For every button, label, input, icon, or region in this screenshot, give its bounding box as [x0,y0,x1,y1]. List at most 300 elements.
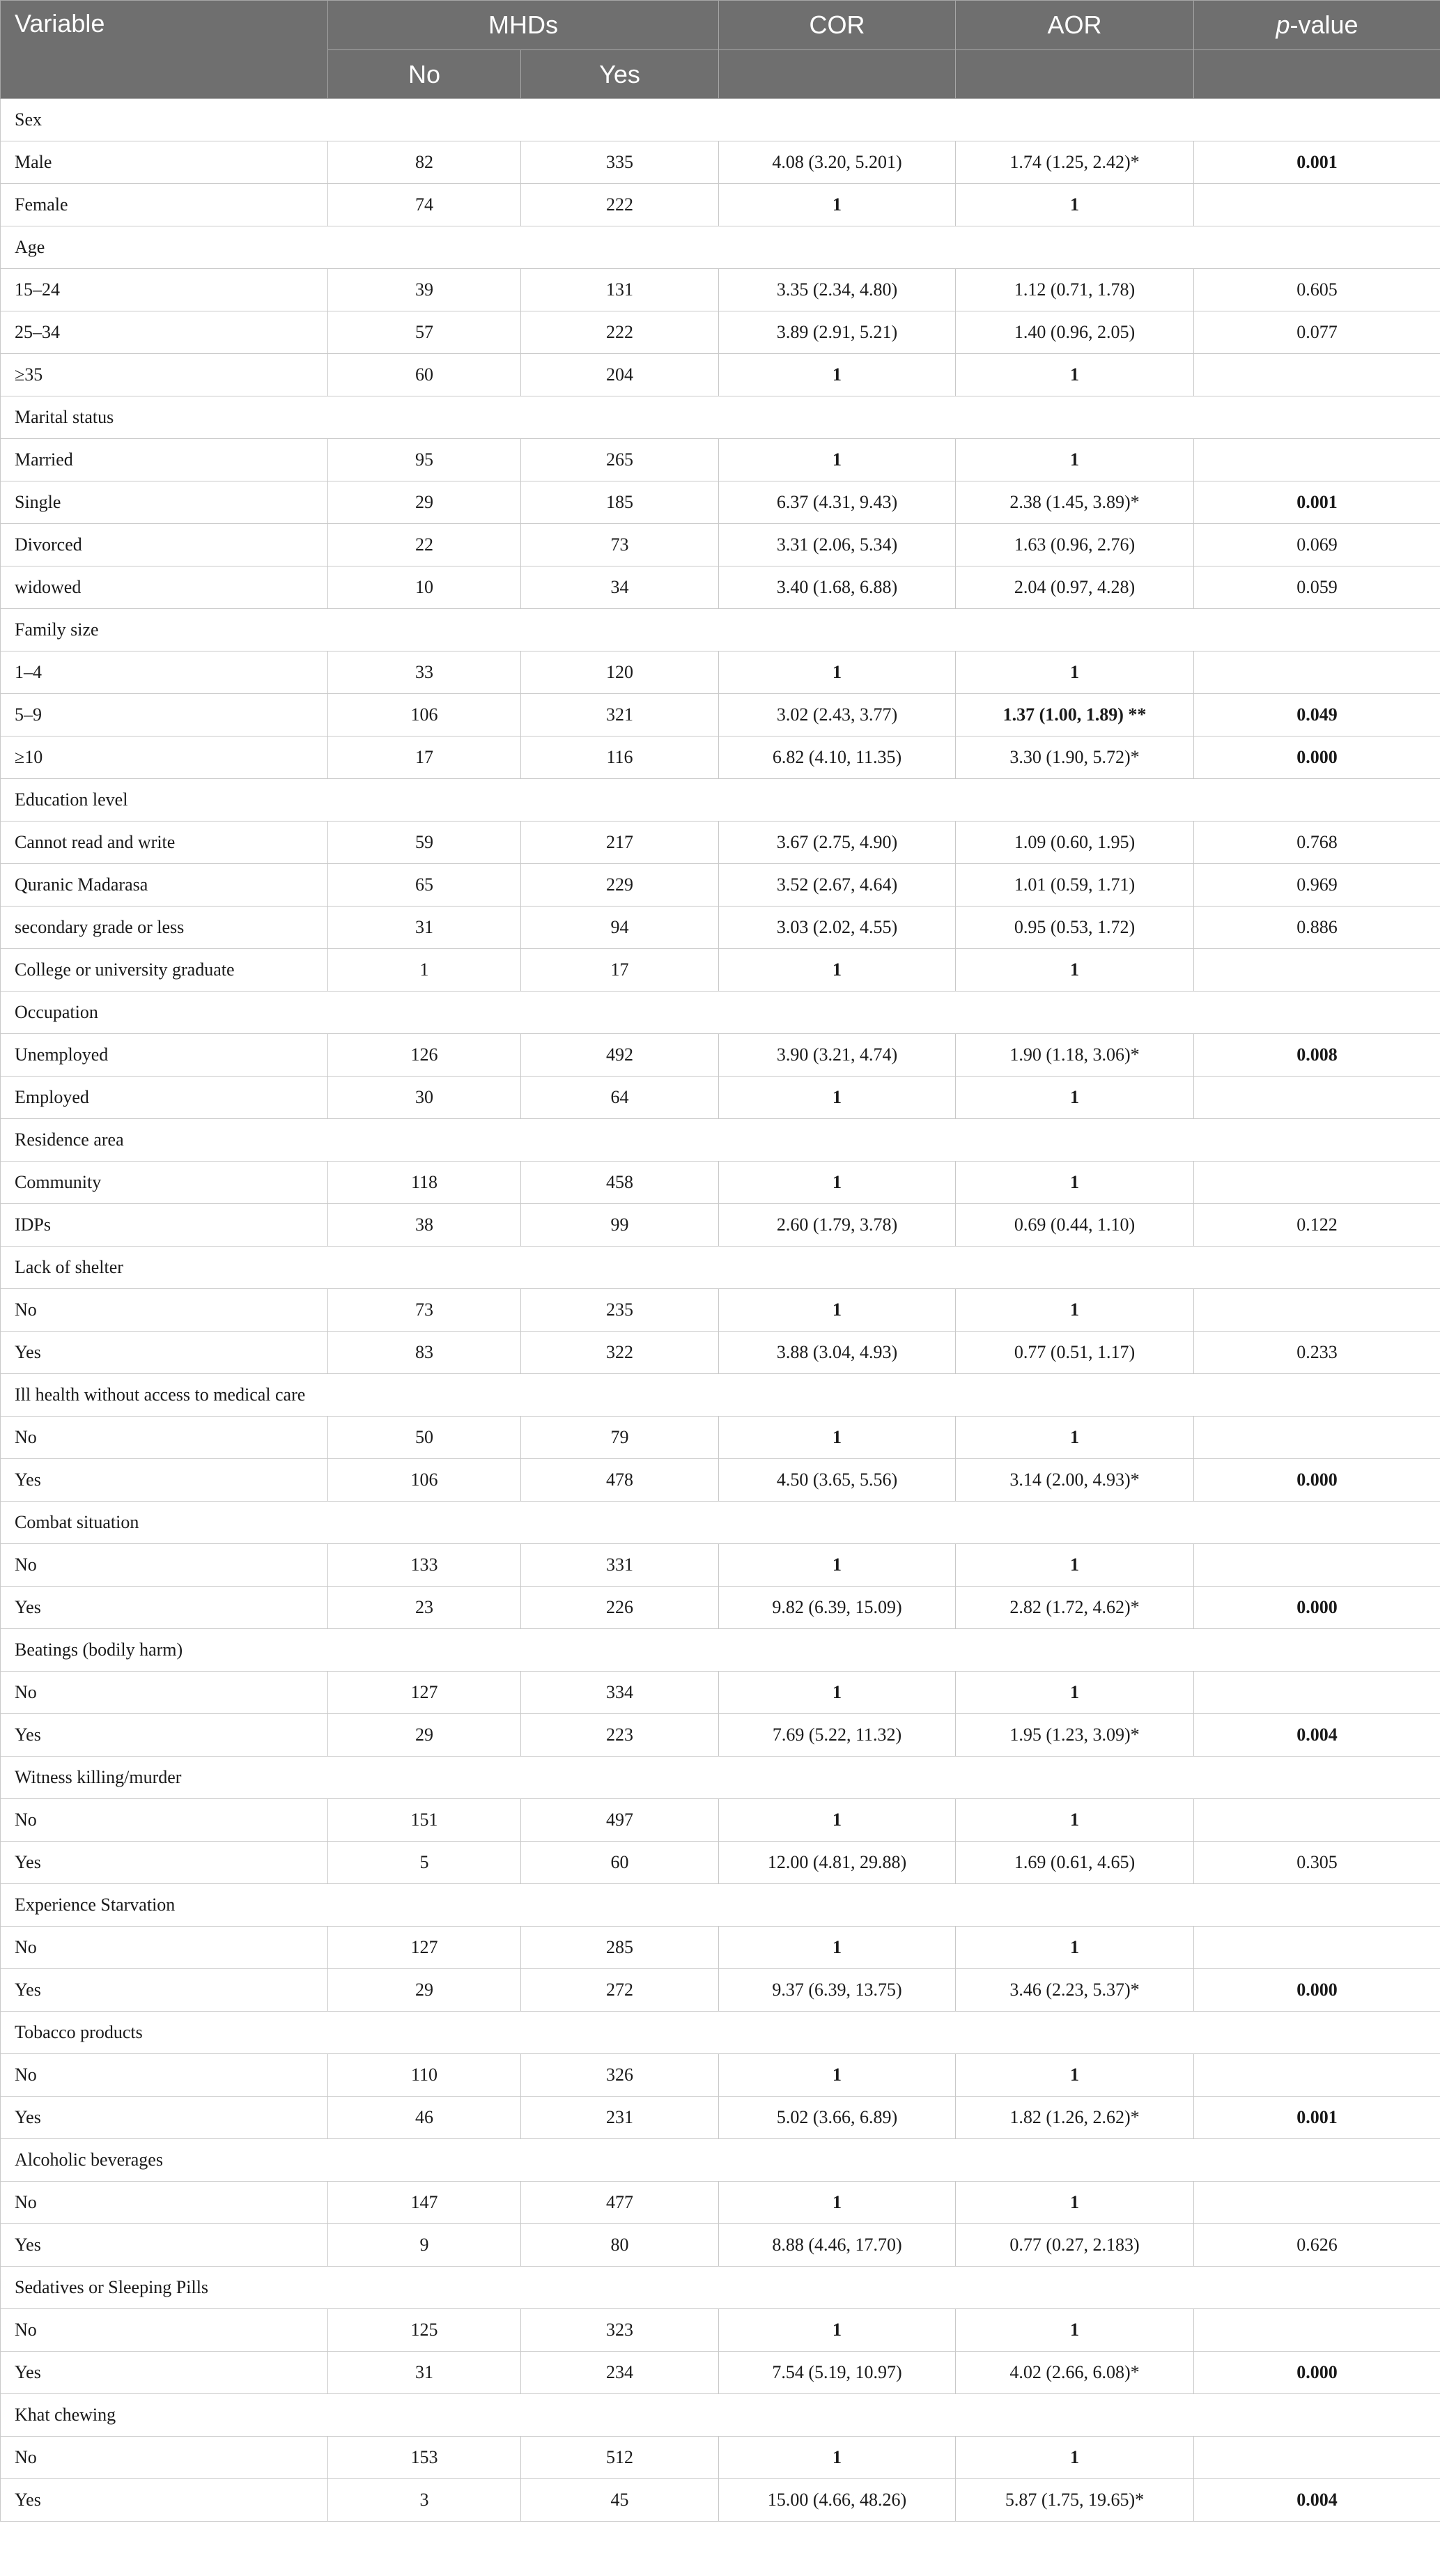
cell-no-count: 106 [328,694,521,736]
cell-cor: 1 [719,2309,956,2352]
header-no: No [328,50,521,99]
cell-p-value [1194,184,1440,226]
row-label: Divorced [1,524,328,566]
row-label: 5–9 [1,694,328,736]
cell-no-count: 31 [328,2352,521,2394]
cell-no-count: 29 [328,1969,521,2012]
section-label: Ill health without access to medical care [1,1374,1440,1417]
row-label: Unemployed [1,1034,328,1077]
cell-no-count: 29 [328,481,521,524]
cell-p-value: 0.886 [1194,907,1440,949]
header-mhds: MHDs [328,1,719,50]
cell-no-count: 82 [328,141,521,184]
cell-yes-count: 234 [521,2352,719,2394]
table-row [1,1459,1440,1502]
cell-aor: 2.04 (0.97, 4.28) [956,566,1194,609]
cell-no-count: 30 [328,1077,521,1119]
table-row [1,1714,1440,1757]
cell-p-value: 0.077 [1194,311,1440,354]
cell-p-value: 0.001 [1194,481,1440,524]
cell-p-value: 0.000 [1194,1459,1440,1502]
table-row [1,1417,1440,1459]
header-aor: AOR [956,1,1194,50]
table-row [1,354,1440,396]
cell-aor: 1 [956,1162,1194,1204]
cell-yes-count: 222 [521,184,719,226]
section-row [1,1884,1440,1927]
cell-no-count: 39 [328,269,521,311]
cell-aor: 1 [956,184,1194,226]
cell-no-count: 133 [328,1544,521,1587]
header-cor: COR [719,1,956,50]
row-label: 25–34 [1,311,328,354]
cell-p-value: 0.122 [1194,1204,1440,1247]
cell-yes-count: 229 [521,864,719,907]
table-row [1,1969,1440,2012]
row-label: widowed [1,566,328,609]
table-row [1,2182,1440,2224]
cell-aor: 1.63 (0.96, 2.76) [956,524,1194,566]
cell-no-count: 106 [328,1459,521,1502]
cell-no-count: 50 [328,1417,521,1459]
cell-aor: 1.74 (1.25, 2.42)* [956,141,1194,184]
cell-yes-count: 34 [521,566,719,609]
table-row [1,651,1440,694]
row-label: No [1,1672,328,1714]
cell-aor: 1 [956,439,1194,481]
section-row [1,226,1440,269]
table-row [1,481,1440,524]
row-label: Yes [1,2352,328,2394]
section-label: Tobacco products [1,2012,1440,2054]
cell-aor: 1 [956,1417,1194,1459]
section-row [1,1757,1440,1799]
table-row [1,907,1440,949]
cell-yes-count: 120 [521,651,719,694]
cell-cor: 1 [719,439,956,481]
cell-p-value [1194,1417,1440,1459]
cell-no-count: 22 [328,524,521,566]
cell-aor: 1 [956,2437,1194,2479]
cell-aor: 1 [956,2182,1194,2224]
cell-yes-count: 222 [521,311,719,354]
cell-cor: 1 [719,1799,956,1842]
cell-p-value: 0.605 [1194,269,1440,311]
row-label: Yes [1,2224,328,2267]
table-row [1,439,1440,481]
cell-cor: 6.82 (4.10, 11.35) [719,736,956,779]
cell-yes-count: 272 [521,1969,719,2012]
table-row [1,2437,1440,2479]
row-label: No [1,2054,328,2097]
cell-yes-count: 322 [521,1332,719,1374]
cell-p-value [1194,1544,1440,1587]
cell-yes-count: 326 [521,2054,719,2097]
cell-yes-count: 60 [521,1842,719,1884]
row-label: No [1,2309,328,2352]
cell-p-value: 0.069 [1194,524,1440,566]
cell-cor: 6.37 (4.31, 9.43) [719,481,956,524]
table-row [1,141,1440,184]
row-label: Yes [1,1587,328,1629]
table-row [1,736,1440,779]
cell-p-value [1194,1799,1440,1842]
cell-cor: 2.60 (1.79, 3.78) [719,1204,956,1247]
cell-p-value: 0.305 [1194,1842,1440,1884]
row-label: 1–4 [1,651,328,694]
cell-no-count: 95 [328,439,521,481]
cell-p-value [1194,1077,1440,1119]
cell-p-value [1194,949,1440,992]
row-label: No [1,1544,328,1587]
cell-no-count: 23 [328,1587,521,1629]
cell-p-value: 0.004 [1194,2479,1440,2522]
cell-aor: 0.95 (0.53, 1.72) [956,907,1194,949]
cell-cor: 1 [719,1672,956,1714]
section-row [1,779,1440,822]
section-row [1,1119,1440,1162]
table-row [1,2097,1440,2139]
table-body [1,99,1440,2522]
cell-aor: 1 [956,1799,1194,1842]
cell-no-count: 65 [328,864,521,907]
header-aor-blank [956,50,1194,99]
cell-cor: 3.03 (2.02, 4.55) [719,907,956,949]
cell-no-count: 74 [328,184,521,226]
cell-no-count: 126 [328,1034,521,1077]
section-label: Combat situation [1,1502,1440,1544]
cell-aor: 2.82 (1.72, 4.62)* [956,1587,1194,1629]
table-row [1,1927,1440,1969]
cell-p-value: 0.000 [1194,736,1440,779]
cell-p-value [1194,354,1440,396]
section-row [1,1374,1440,1417]
section-label: Beatings (bodily harm) [1,1629,1440,1672]
cell-no-count: 33 [328,651,521,694]
cell-aor: 3.46 (2.23, 5.37)* [956,1969,1194,2012]
cell-aor: 1.69 (0.61, 4.65) [956,1842,1194,1884]
cell-p-value: 0.008 [1194,1034,1440,1077]
cell-cor: 1 [719,2437,956,2479]
table-row [1,1077,1440,1119]
cell-cor: 1 [719,354,956,396]
cell-cor: 3.88 (3.04, 4.93) [719,1332,956,1374]
cell-yes-count: 477 [521,2182,719,2224]
cell-p-value: 0.626 [1194,2224,1440,2267]
cell-aor: 1 [956,1289,1194,1332]
cell-cor: 1 [719,1289,956,1332]
cell-p-value [1194,1672,1440,1714]
cell-aor: 1.95 (1.23, 3.09)* [956,1714,1194,1757]
cell-no-count: 127 [328,1672,521,1714]
header-p-rest: -value [1290,10,1358,39]
cell-yes-count: 217 [521,822,719,864]
cell-p-value: 0.001 [1194,2097,1440,2139]
row-label: Yes [1,1332,328,1374]
cell-yes-count: 17 [521,949,719,992]
cell-yes-count: 116 [521,736,719,779]
cell-aor: 2.38 (1.45, 3.89)* [956,481,1194,524]
cell-aor: 1 [956,1672,1194,1714]
section-label: Age [1,226,1440,269]
cell-aor: 0.77 (0.27, 2.183) [956,2224,1194,2267]
cell-cor: 3.89 (2.91, 5.21) [719,311,956,354]
cell-yes-count: 335 [521,141,719,184]
table-row [1,269,1440,311]
table-row [1,1587,1440,1629]
table-row [1,2054,1440,2097]
row-label: No [1,1289,328,1332]
cell-yes-count: 223 [521,1714,719,1757]
cell-no-count: 10 [328,566,521,609]
section-label: Witness killing/murder [1,1757,1440,1799]
cell-yes-count: 204 [521,354,719,396]
row-label: Yes [1,1969,328,2012]
section-label: Education level [1,779,1440,822]
cell-yes-count: 331 [521,1544,719,1587]
cell-cor: 15.00 (4.66, 48.26) [719,2479,956,2522]
row-label: Cannot read and write [1,822,328,864]
header-p-value [1194,1,1440,50]
cell-aor: 1.90 (1.18, 3.06)* [956,1034,1194,1077]
cell-cor: 9.82 (6.39, 15.09) [719,1587,956,1629]
cell-p-value: 0.001 [1194,141,1440,184]
row-label: No [1,1799,328,1842]
table-row [1,1332,1440,1374]
section-label: Sedatives or Sleeping Pills [1,2267,1440,2309]
cell-cor: 7.69 (5.22, 11.32) [719,1714,956,1757]
cell-cor: 8.88 (4.46, 17.70) [719,2224,956,2267]
table-row [1,2479,1440,2522]
row-label: Yes [1,1714,328,1757]
row-label: Employed [1,1077,328,1119]
table-row [1,1799,1440,1842]
section-label: Family size [1,609,1440,651]
cell-cor: 3.31 (2.06, 5.34) [719,524,956,566]
table-row [1,1034,1440,1077]
cell-yes-count: 492 [521,1034,719,1077]
section-row [1,2139,1440,2182]
section-row [1,396,1440,439]
header-p-italic: p [1276,10,1290,39]
cell-cor: 1 [719,1162,956,1204]
section-label: Experience Starvation [1,1884,1440,1927]
table-row [1,822,1440,864]
row-label: Married [1,439,328,481]
row-label: secondary grade or less [1,907,328,949]
cell-yes-count: 235 [521,1289,719,1332]
cell-cor: 3.02 (2.43, 3.77) [719,694,956,736]
cell-yes-count: 497 [521,1799,719,1842]
table-header [1,1,1440,99]
row-label: IDPs [1,1204,328,1247]
cell-no-count: 110 [328,2054,521,2097]
cell-yes-count: 512 [521,2437,719,2479]
cell-yes-count: 265 [521,439,719,481]
table-row [1,1672,1440,1714]
cell-cor: 1 [719,184,956,226]
cell-aor: 0.69 (0.44, 1.10) [956,1204,1194,1247]
cell-no-count: 118 [328,1162,521,1204]
cell-p-value [1194,2309,1440,2352]
cell-p-value [1194,651,1440,694]
cell-yes-count: 478 [521,1459,719,1502]
cell-p-value [1194,2437,1440,2479]
table-row [1,694,1440,736]
header-cor-blank [719,50,956,99]
cell-yes-count: 73 [521,524,719,566]
section-row [1,2012,1440,2054]
table-row [1,2224,1440,2267]
table-row [1,2309,1440,2352]
cell-aor: 3.30 (1.90, 5.72)* [956,736,1194,779]
cell-aor: 1 [956,2054,1194,2097]
row-label: Male [1,141,328,184]
row-label: Single [1,481,328,524]
header-yes: Yes [521,50,719,99]
cell-no-count: 29 [328,1714,521,1757]
table-row [1,566,1440,609]
table-row [1,949,1440,992]
table-row [1,1289,1440,1332]
row-label: Yes [1,1459,328,1502]
section-row [1,2267,1440,2309]
cell-aor: 1 [956,1077,1194,1119]
cell-p-value: 0.059 [1194,566,1440,609]
cell-p-value: 0.233 [1194,1332,1440,1374]
cell-cor: 3.90 (3.21, 4.74) [719,1034,956,1077]
section-label: Occupation [1,992,1440,1034]
section-label: Sex [1,99,1440,141]
cell-no-count: 147 [328,2182,521,2224]
row-label: Yes [1,2479,328,2522]
row-label: ≥35 [1,354,328,396]
cell-yes-count: 79 [521,1417,719,1459]
row-label: Yes [1,1842,328,1884]
section-label: Khat chewing [1,2394,1440,2437]
cell-yes-count: 99 [521,1204,719,1247]
cell-no-count: 1 [328,949,521,992]
cell-cor: 12.00 (4.81, 29.88) [719,1842,956,1884]
cell-p-value [1194,1927,1440,1969]
cell-yes-count: 231 [521,2097,719,2139]
cell-aor: 0.77 (0.51, 1.17) [956,1332,1194,1374]
cell-cor: 1 [719,1417,956,1459]
cell-cor: 1 [719,949,956,992]
row-label: No [1,2437,328,2479]
cell-cor: 4.08 (3.20, 5.201) [719,141,956,184]
cell-no-count: 5 [328,1842,521,1884]
cell-yes-count: 131 [521,269,719,311]
cell-cor: 3.52 (2.67, 4.64) [719,864,956,907]
cell-p-value [1194,1289,1440,1332]
table-row [1,2352,1440,2394]
cell-aor: 1 [956,354,1194,396]
cell-no-count: 3 [328,2479,521,2522]
cell-cor: 5.02 (3.66, 6.89) [719,2097,956,2139]
row-label: Female [1,184,328,226]
table-row [1,1842,1440,1884]
section-row [1,1247,1440,1289]
section-row [1,1502,1440,1544]
cell-no-count: 59 [328,822,521,864]
header-variable: Variable [1,1,328,99]
cell-aor: 1 [956,651,1194,694]
cell-aor: 3.14 (2.00, 4.93)* [956,1459,1194,1502]
cell-p-value: 0.969 [1194,864,1440,907]
cell-cor: 3.67 (2.75, 4.90) [719,822,956,864]
cell-aor: 1.09 (0.60, 1.95) [956,822,1194,864]
cell-no-count: 125 [328,2309,521,2352]
cell-cor: 4.50 (3.65, 5.56) [719,1459,956,1502]
cell-no-count: 127 [328,1927,521,1969]
row-label: No [1,2182,328,2224]
row-label: No [1,1927,328,1969]
table-row [1,1162,1440,1204]
cell-no-count: 73 [328,1289,521,1332]
row-label: 15–24 [1,269,328,311]
header-p-blank [1194,50,1440,99]
cell-no-count: 60 [328,354,521,396]
cell-yes-count: 323 [521,2309,719,2352]
cell-yes-count: 458 [521,1162,719,1204]
cell-yes-count: 226 [521,1587,719,1629]
cell-aor: 1 [956,1927,1194,1969]
cell-yes-count: 64 [521,1077,719,1119]
cell-p-value: 0.049 [1194,694,1440,736]
table-row [1,1544,1440,1587]
cell-aor: 1 [956,2309,1194,2352]
cell-cor: 1 [719,2054,956,2097]
cell-no-count: 38 [328,1204,521,1247]
cell-yes-count: 185 [521,481,719,524]
cell-p-value: 0.768 [1194,822,1440,864]
cell-no-count: 31 [328,907,521,949]
cell-yes-count: 285 [521,1927,719,1969]
cell-p-value: 0.000 [1194,1969,1440,2012]
row-label: No [1,1417,328,1459]
cell-aor: 1 [956,1544,1194,1587]
cell-p-value [1194,2182,1440,2224]
cell-p-value: 0.000 [1194,2352,1440,2394]
cell-no-count: 57 [328,311,521,354]
cell-p-value [1194,439,1440,481]
cell-yes-count: 94 [521,907,719,949]
cell-aor: 1 [956,949,1194,992]
row-label: College or university graduate [1,949,328,992]
cell-aor: 1.01 (0.59, 1.71) [956,864,1194,907]
cell-cor: 3.40 (1.68, 6.88) [719,566,956,609]
table-row [1,864,1440,907]
section-row [1,2394,1440,2437]
cell-cor: 7.54 (5.19, 10.97) [719,2352,956,2394]
cell-aor: 1.40 (0.96, 2.05) [956,311,1194,354]
section-label: Marital status [1,396,1440,439]
section-label: Residence area [1,1119,1440,1162]
cell-aor: 4.02 (2.66, 6.08)* [956,2352,1194,2394]
cell-aor: 5.87 (1.75, 19.65)* [956,2479,1194,2522]
cell-aor: 1.37 (1.00, 1.89) ** [956,694,1194,736]
cell-cor: 1 [719,2182,956,2224]
cell-cor: 1 [719,651,956,694]
cell-no-count: 153 [328,2437,521,2479]
cell-cor: 1 [719,1544,956,1587]
section-label: Lack of shelter [1,1247,1440,1289]
cell-no-count: 151 [328,1799,521,1842]
row-label: Community [1,1162,328,1204]
cell-cor: 9.37 (6.39, 13.75) [719,1969,956,2012]
cell-aor: 1.12 (0.71, 1.78) [956,269,1194,311]
